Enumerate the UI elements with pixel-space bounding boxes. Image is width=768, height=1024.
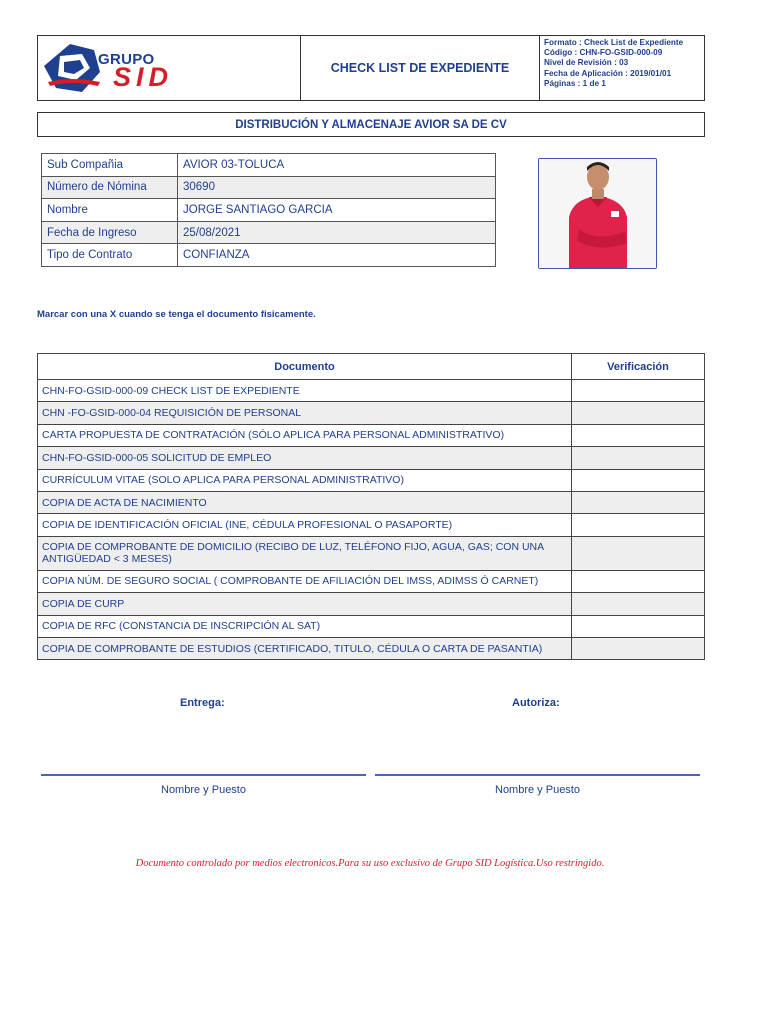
company-name: DISTRIBUCIÓN Y ALMACENAJE AVIOR SA DE CV	[37, 112, 705, 137]
info-value: 25/08/2021	[178, 221, 496, 244]
info-label: Fecha de Ingreso	[42, 221, 178, 244]
verification-cell[interactable]	[572, 536, 705, 570]
info-label: Tipo de Contrato	[42, 244, 178, 267]
meta-pages: Páginas : 1 de 1	[544, 78, 606, 88]
verification-cell[interactable]	[572, 402, 705, 424]
entrega-label: Entrega:	[180, 697, 225, 709]
info-row	[42, 176, 496, 199]
table-header-row	[38, 354, 705, 380]
document-name: COPIA NÚM. DE SEGURO SOCIAL ( COMPROBANTE DE AFILIACIÓN DEL IMSS, ADIMSS Ó CARNET)	[38, 570, 572, 592]
documents-checklist-table	[37, 353, 705, 660]
verification-cell[interactable]	[572, 380, 705, 402]
info-row	[42, 199, 496, 222]
column-header-document: Documento	[38, 354, 572, 380]
format-metadata	[540, 36, 704, 100]
info-value: 30690	[178, 176, 496, 199]
info-row	[42, 154, 496, 177]
logo-emblem-icon	[42, 42, 102, 94]
table-row	[38, 402, 705, 424]
signature-name-autoriza: Nombre y Puesto	[495, 784, 580, 796]
info-label: Nombre	[42, 199, 178, 222]
info-value: JORGE SANTIAGO GARCIA	[178, 199, 496, 222]
table-row	[38, 570, 705, 592]
info-label: Número de Nómina	[42, 176, 178, 199]
signature-line-entrega	[41, 774, 366, 776]
info-row	[42, 244, 496, 267]
verification-cell[interactable]	[572, 491, 705, 513]
document-name: COPIA DE COMPROBANTE DE ESTUDIOS (CERTIFICADO, TITULO, CÉDULA O CARTA DE PASANTIA)	[38, 637, 572, 659]
document-name: COPIA DE IDENTIFICACIÓN OFICIAL (INE, CÉDULA PROFESIONAL O PASAPORTE)	[38, 514, 572, 536]
meta-code: Código : CHN-FO-GSID-000-09	[544, 48, 663, 58]
instruction-text: Marcar con una X cuando se tenga el documento fisicamente.	[37, 309, 316, 320]
column-header-verification: Verificación	[572, 354, 705, 380]
table-row	[38, 447, 705, 469]
document-name: CHN-FO-GSID-000-09 CHECK LIST DE EXPEDIENTE	[38, 380, 572, 402]
info-label: Sub Compañia	[42, 154, 178, 177]
document-header	[37, 35, 705, 101]
info-row	[42, 221, 496, 244]
meta-format: Formato : Check List de Expediente	[544, 38, 684, 47]
document-name: CHN -FO-GSID-000-04 REQUISICIÓN DE PERSONAL	[38, 402, 572, 424]
table-row	[38, 491, 705, 513]
document-name: COPIA DE RFC (CONSTANCIA DE INSCRIPCIÓN AL SAT)	[38, 615, 572, 637]
verification-cell[interactable]	[572, 570, 705, 592]
logo-text-grupo: GRUPO	[98, 51, 155, 68]
table-row	[38, 469, 705, 491]
table-row	[38, 615, 705, 637]
document-name: CURRÍCULUM VITAE (SOLO APLICA PARA PERSONAL ADMINISTRATIVO)	[38, 469, 572, 491]
table-row	[38, 424, 705, 446]
document-name: CARTA PROPUESTA DE CONTRATACIÓN (SÓLO APLICA PARA PERSONAL ADMINISTRATIVO)	[38, 424, 572, 446]
table-row	[38, 637, 705, 659]
document-name: COPIA DE ACTA DE NACIMIENTO	[38, 491, 572, 513]
document-name: COPIA DE COMPROBANTE DE DOMICILIO (RECIBO DE LUZ, TELÉFONO FIJO, AGUA, GAS; CON UNA ANTIGÜEDAD < 3 MESES)	[38, 536, 572, 570]
company-logo	[38, 36, 301, 100]
table-row	[38, 514, 705, 536]
info-value: CONFIANZA	[178, 244, 496, 267]
person-photo-icon	[539, 159, 657, 269]
page-title: CHECK LIST DE EXPEDIENTE	[301, 36, 540, 100]
verification-cell[interactable]	[572, 424, 705, 446]
signature-name-entrega: Nombre y Puesto	[161, 784, 246, 796]
verification-cell[interactable]	[572, 615, 705, 637]
verification-cell[interactable]	[572, 514, 705, 536]
employee-photo	[538, 158, 657, 269]
meta-revision: Nivel de Revisión : 03	[544, 58, 629, 68]
signature-line-autoriza	[375, 774, 700, 776]
verification-cell[interactable]	[572, 469, 705, 491]
employee-info-table	[41, 153, 496, 267]
table-row	[38, 380, 705, 402]
verification-cell[interactable]	[572, 637, 705, 659]
logo-text-sid: SID	[113, 62, 174, 92]
table-row	[38, 593, 705, 615]
verification-cell[interactable]	[572, 447, 705, 469]
autoriza-label: Autoriza:	[512, 697, 560, 709]
document-name: COPIA DE CURP	[38, 593, 572, 615]
footer-notice: Documento controlado por medios electronicos.Para su uso exclusivo de Grupo SID Logística.Uso restringido.	[135, 858, 605, 869]
table-row	[38, 536, 705, 570]
meta-application-date: Fecha de Aplicación : 2019/01/01	[544, 68, 672, 78]
verification-cell[interactable]	[572, 593, 705, 615]
info-value: AVIOR 03-TOLUCA	[178, 154, 496, 177]
document-name: CHN-FO-GSID-000-05 SOLICITUD DE EMPLEO	[38, 447, 572, 469]
